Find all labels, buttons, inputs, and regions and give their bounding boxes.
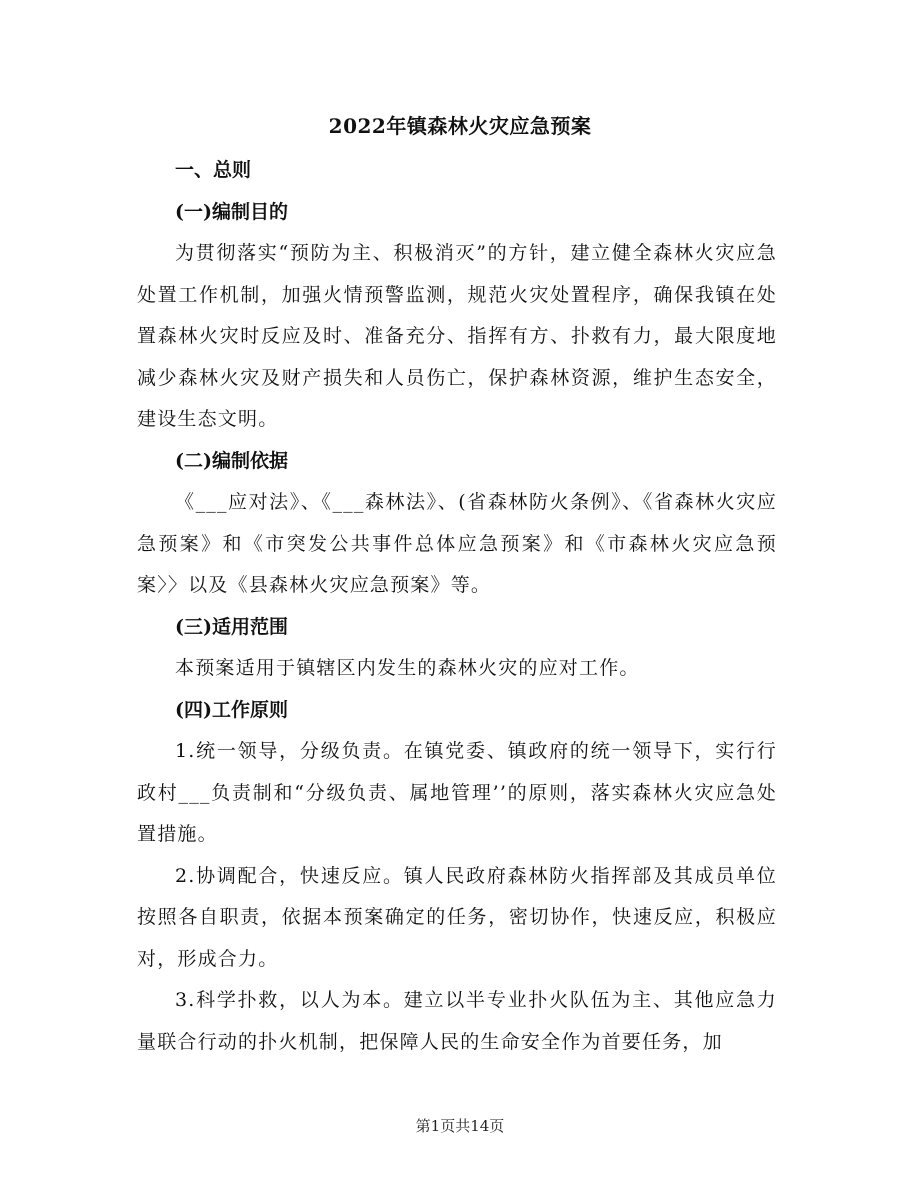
paragraph-principle-3: 3.科学扑救，以人为本。建立以半专业扑火队伍为主、其他应急力量联合行动的扑火机制，把保障人民的生命安全作为首要任务，加	[137, 989, 777, 1053]
page-footer: 第1页共14页	[415, 1117, 505, 1135]
section-heading-scope: (三)适用范围	[175, 615, 288, 638]
section-heading-purpose: (一)编制目的	[175, 200, 288, 223]
paragraph-purpose: 为贯彻落实“预防为主、积极消灭”的方针，建立健全森林火灾应急处置工作机制，加强火情预警监测，规范火灾处置程序，确保我镇在处置森林火灾时反应及时、准备充分、指挥有方、扑救有力，最大限度地减少森林火灾及财产损失和人员伤亡，保护森林资源，维护生态安全，建设生态文明。	[137, 242, 777, 430]
section-heading-general: 一、总则	[175, 159, 252, 181]
paragraph-scope: 本预案适用于镇辖区内发生的森林火灾的应对工作。	[175, 657, 640, 679]
section-heading-principles: (四)工作原则	[175, 698, 288, 721]
paragraph-basis: 《___应对法》、《___森林法》、(省森林防火条例》、《省森林火灾应急预案》和《市突发公共事件总体应急预案》和《市森林火灾应急预案〉〉以及《县森林火灾应急预案》等。	[137, 491, 777, 596]
section-heading-basis: (二)编制依据	[175, 449, 288, 472]
paragraph-principle-1: 1.统一领导，分级负责。在镇党委、镇政府的统一领导下，实行行政村___负责制和“分级负责、属地管理’’的原则，落实森林火灾应急处置措施。	[137, 740, 777, 845]
document-title: 2022年镇森林火灾应急预案	[328, 114, 592, 138]
paragraph-principle-2: 2.协调配合，快速反应。镇人民政府森林防火指挥部及其成员单位按照各自职责，依据本预案确定的任务，密切协作，快速反应，积极应对，形成合力。	[137, 864, 777, 970]
document-body	[137, 150, 777, 1063]
